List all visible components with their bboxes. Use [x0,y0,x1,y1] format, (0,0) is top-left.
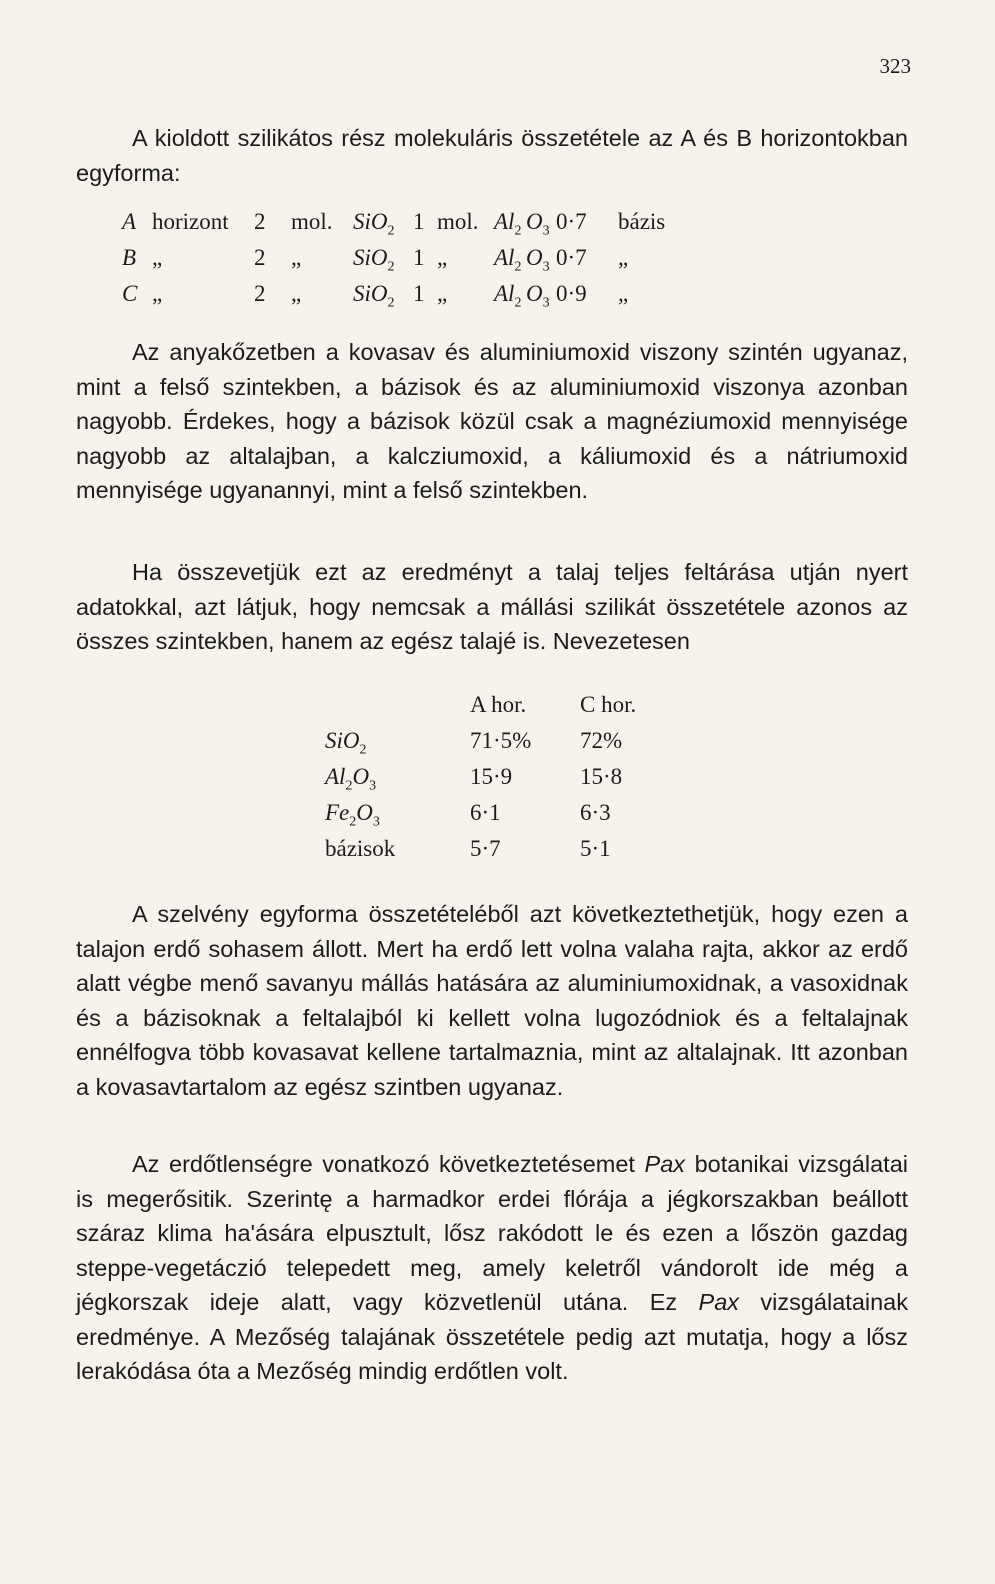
value-a-hor: 6·1 [470,800,501,825]
mol-unit-1: „ [291,245,302,270]
composition-row [325,764,680,800]
formula-sub: 2 [387,295,395,311]
paragraph-szelveny: A szelvény egyforma összetételéből azt következtethetjük, hogy ezen a talajon erdő sohasem állott. Mert ha erdő lett volna valaha rajta, akkor az erdő alatt végbe menő savanyu mállás hatására az aluminiumoxidnak, a vasoxidnak és a bázisoknak a feltalajból ki kellett volna lugozódniok és a feltalajnak ennélfogva több kovasavat kellene tartalmaznia, mint az altalajnak. Itt azonban a kovasavtartalom az egész szintben ugyanaz. [76,901,908,1100]
compound-sub: 2 [345,778,353,794]
formula-sub: 3 [542,295,550,311]
compound-part: O [352,764,370,789]
mol-count-1: 2 [254,245,266,270]
formula-sio: SiO [353,245,388,270]
compound-part: Si [325,728,343,753]
base-value: 0·9 [556,281,587,306]
horizon-label: horizont [152,209,229,234]
formula-sub: 2 [514,295,522,311]
formula-row [122,281,693,315]
formula-sub: 2 [514,223,522,239]
horizon-label: „ [152,245,163,270]
formula-table [120,207,695,317]
value-a-hor: 15·9 [470,764,513,789]
formula-o: O [526,209,543,234]
compound-part: Al [325,764,346,789]
mol-unit-2: mol. [437,209,479,234]
author-pax-1: Pax [644,1151,686,1177]
para5-text-1: Az erdőtlenségre vonatkozó következtetésemet [132,1151,645,1177]
formula-o: O [526,245,543,270]
formula-al: Al [494,209,515,234]
formula-al: Al [494,245,515,270]
formula-al: Al [494,281,515,306]
compound-label: bázisok [325,836,396,861]
formula-sio: SiO [353,209,388,234]
formula-sub: 3 [542,259,550,275]
formula-sio: SiO [353,281,388,306]
composition-row [325,728,680,764]
compound-part: Fe [325,800,350,825]
composition-row [325,800,680,836]
composition-table [325,692,680,872]
mol-count-2: 1 [413,281,425,306]
value-c-hor: 5·1 [580,836,611,861]
compound-sub: 2 [349,814,357,830]
header-a-hor: A hor. [470,692,527,717]
horizon-letter: C [122,281,138,306]
composition-row [325,836,680,872]
base-unit: „ [618,245,629,270]
base-unit: bázis [618,209,666,234]
value-a-hor: 71·5% [470,728,532,753]
paragraph-anyakozet: Az anyakőzetben a kovasav és aluminiumoxid viszony szintén ugyanaz, mint a felső szintekben, a bázisok és az aluminiumoxid viszonya azonban nagyobb. Érdekes, hogy a bázisok közül csak a magnéziumoxid mennyisége nagyobb az altalajban, a kalcziumoxid, a káliumoxid és a nátriumoxid mennyisége ugyanannyi, mint a felső szintekben. [76,339,908,503]
paragraph-osszevetes: Ha összevetjük ezt az eredményt a talaj teljes feltárása utján nyert adatokkal, azt látjuk, hogy nemcsak a mállási szilikát összetétele azonos az összes szintekben, hanem az egész talajé is. Nevezetesen [76,559,908,654]
horizon-letter: A [122,209,137,234]
formula-sub: 2 [514,259,522,275]
mol-unit-2: „ [437,281,448,306]
base-unit: „ [618,281,629,306]
formula-row [122,245,693,279]
compound-sub: 3 [369,778,377,794]
formula-row [122,209,693,243]
formula-sub: 3 [542,223,550,239]
intro-paragraph: A kioldott szilikátos rész molekuláris összetétele az A és B horizontokban egyforma: [76,125,908,186]
mol-count-2: 1 [413,245,425,270]
author-pax-2: Pax [698,1289,740,1315]
page-number: 323 [879,54,911,78]
mol-count-1: 2 [254,281,266,306]
mol-unit-1: mol. [291,209,333,234]
mol-unit-2: „ [437,245,448,270]
compound-sub: 3 [372,814,380,830]
base-value: 0·7 [556,245,587,270]
value-c-hor: 72% [580,728,623,753]
paragraph-erdotlenseg [76,1147,908,1389]
compound-part: O [342,728,360,753]
compound-part: O [356,800,373,825]
value-c-hor: 6·3 [580,800,611,825]
header-c-hor: C hor. [580,692,637,717]
para5-text-3: vizsgálatainak eredménye. A Mezőség talajának összetétele pedig azt mutatja, hogy a lősz lerakódása óta a Mezőség mindig erdőtlen volt. [76,1289,908,1384]
compound-sub: 2 [359,742,367,758]
base-value: 0·7 [556,209,587,234]
formula-sub: 2 [387,223,395,239]
mol-unit-1: „ [291,281,302,306]
horizon-letter: B [122,245,137,270]
formula-o: O [526,281,543,306]
value-c-hor: 15·8 [580,764,623,789]
mol-count-2: 1 [413,209,425,234]
formula-sub: 2 [387,259,395,275]
value-a-hor: 5·7 [470,836,501,861]
para5-text-2: botanikai vizsgálatai is megerősitik. Szerintę a harmadkor erdei flórája a jégkorszakban beállott száraz klima ha'ására elpusztult, lősz rakódott le és ezen a lőszön gazdag steppe-vegetáczió telepedett meg, amely keletről vándorolt ide még a jégkorszak ideje alatt, vagy közvetlenül utána. Ez [76,1151,908,1315]
mol-count-1: 2 [254,209,266,234]
horizon-label: „ [152,281,163,306]
